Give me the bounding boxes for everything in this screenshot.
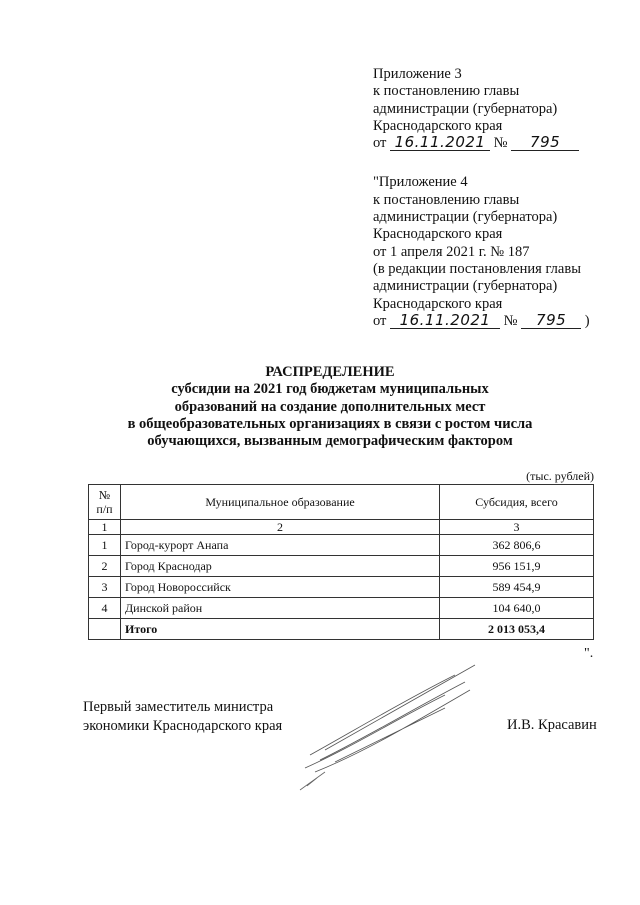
number-label: № (503, 312, 518, 329)
header-number: № п/п (89, 485, 121, 520)
table-row (89, 598, 594, 619)
header-subsidy: Субсидия, всего (440, 485, 594, 520)
total-label: Итого (121, 619, 440, 640)
title-line2: образований на создание дополнительных мест (174, 398, 486, 415)
appendix-4-line5: от 1 апреля 2021 г. № 187 (373, 243, 530, 260)
column-number: 2 (121, 520, 440, 535)
title-line3: в общеобразовательных организациях в связи с ростом числа (127, 415, 533, 432)
row-municipality: Город Новороссийск (121, 577, 440, 598)
appendix-4-line2: к постановлению главы (373, 191, 520, 208)
total-value: 2 013 053,4 (440, 619, 594, 640)
table-total-row (89, 619, 594, 640)
row-municipality: Город Краснодар (121, 556, 440, 577)
row-number: 1 (89, 535, 121, 556)
appendix-4-line6: (в редакции постановления главы (373, 260, 581, 277)
handwritten-date: 16.11.2021 (390, 135, 490, 151)
appendix-3-line4: Краснодарского края (373, 117, 503, 134)
row-subsidy: 589 454,9 (440, 577, 594, 598)
signatory-position (83, 698, 282, 736)
row-municipality: Город-курорт Анапа (121, 535, 440, 556)
appendix-4-line3: администрации (губернатора) (373, 209, 558, 226)
appendix-4-date-line (373, 310, 623, 330)
total-number (89, 619, 121, 640)
table-row (89, 535, 594, 556)
column-number: 1 (89, 520, 121, 535)
number-label: № (493, 135, 508, 152)
row-number: 4 (89, 598, 121, 619)
appendix-4-line7: администрации (губернатора) (373, 278, 558, 295)
appendix-3-line2: к постановлению главы (373, 83, 520, 100)
signature-scribble (295, 660, 495, 800)
row-subsidy: 956 151,9 (440, 556, 594, 577)
signatory-name: И.В. Красавин (507, 717, 597, 733)
title-line1: субсидии на 2021 год бюджетам муниципальных (171, 381, 489, 398)
closing-quote: ". (584, 646, 594, 661)
date-prefix: от (373, 312, 387, 329)
appendix-4-line1: "Приложение 4 (373, 174, 468, 191)
row-subsidy: 362 806,6 (440, 535, 594, 556)
table-header-row (89, 485, 594, 520)
title-heading: РАСПРЕДЕЛЕНИЕ (265, 364, 395, 380)
document-title (80, 364, 580, 450)
column-number: 3 (440, 520, 594, 535)
appendix-4-line4: Краснодарского края (373, 226, 503, 243)
appendix-4-line8: Краснодарского края (373, 295, 503, 312)
unit-label: (тыс. рублей) (526, 469, 594, 483)
appendix-3-date-line (373, 135, 623, 152)
column-number-row (89, 520, 594, 535)
row-number: 3 (89, 577, 121, 598)
header-municipality: Муниципальное образование (121, 485, 440, 520)
handwritten-number: 795 (511, 135, 579, 151)
handwritten-date: 16.11.2021 (390, 313, 500, 329)
subsidy-table (88, 484, 594, 640)
row-municipality: Динской район (121, 598, 440, 619)
handwritten-number: 795 (521, 313, 581, 329)
title-line4: обучающихся, вызванным демографическим фактором (147, 433, 513, 450)
closing-paren: ) (584, 312, 590, 329)
appendix-3-line3: администрации (губернатора) (373, 100, 558, 117)
table-row (89, 556, 594, 577)
position-line1: Первый заместитель министра (83, 699, 274, 715)
row-number: 2 (89, 556, 121, 577)
position-line2: экономики Краснодарского края (83, 718, 283, 734)
appendix-3-line1: Приложение 3 (373, 66, 462, 82)
row-subsidy: 104 640,0 (440, 598, 594, 619)
date-prefix: от (373, 135, 387, 152)
table-row (89, 577, 594, 598)
appendix-3-header (373, 66, 623, 330)
